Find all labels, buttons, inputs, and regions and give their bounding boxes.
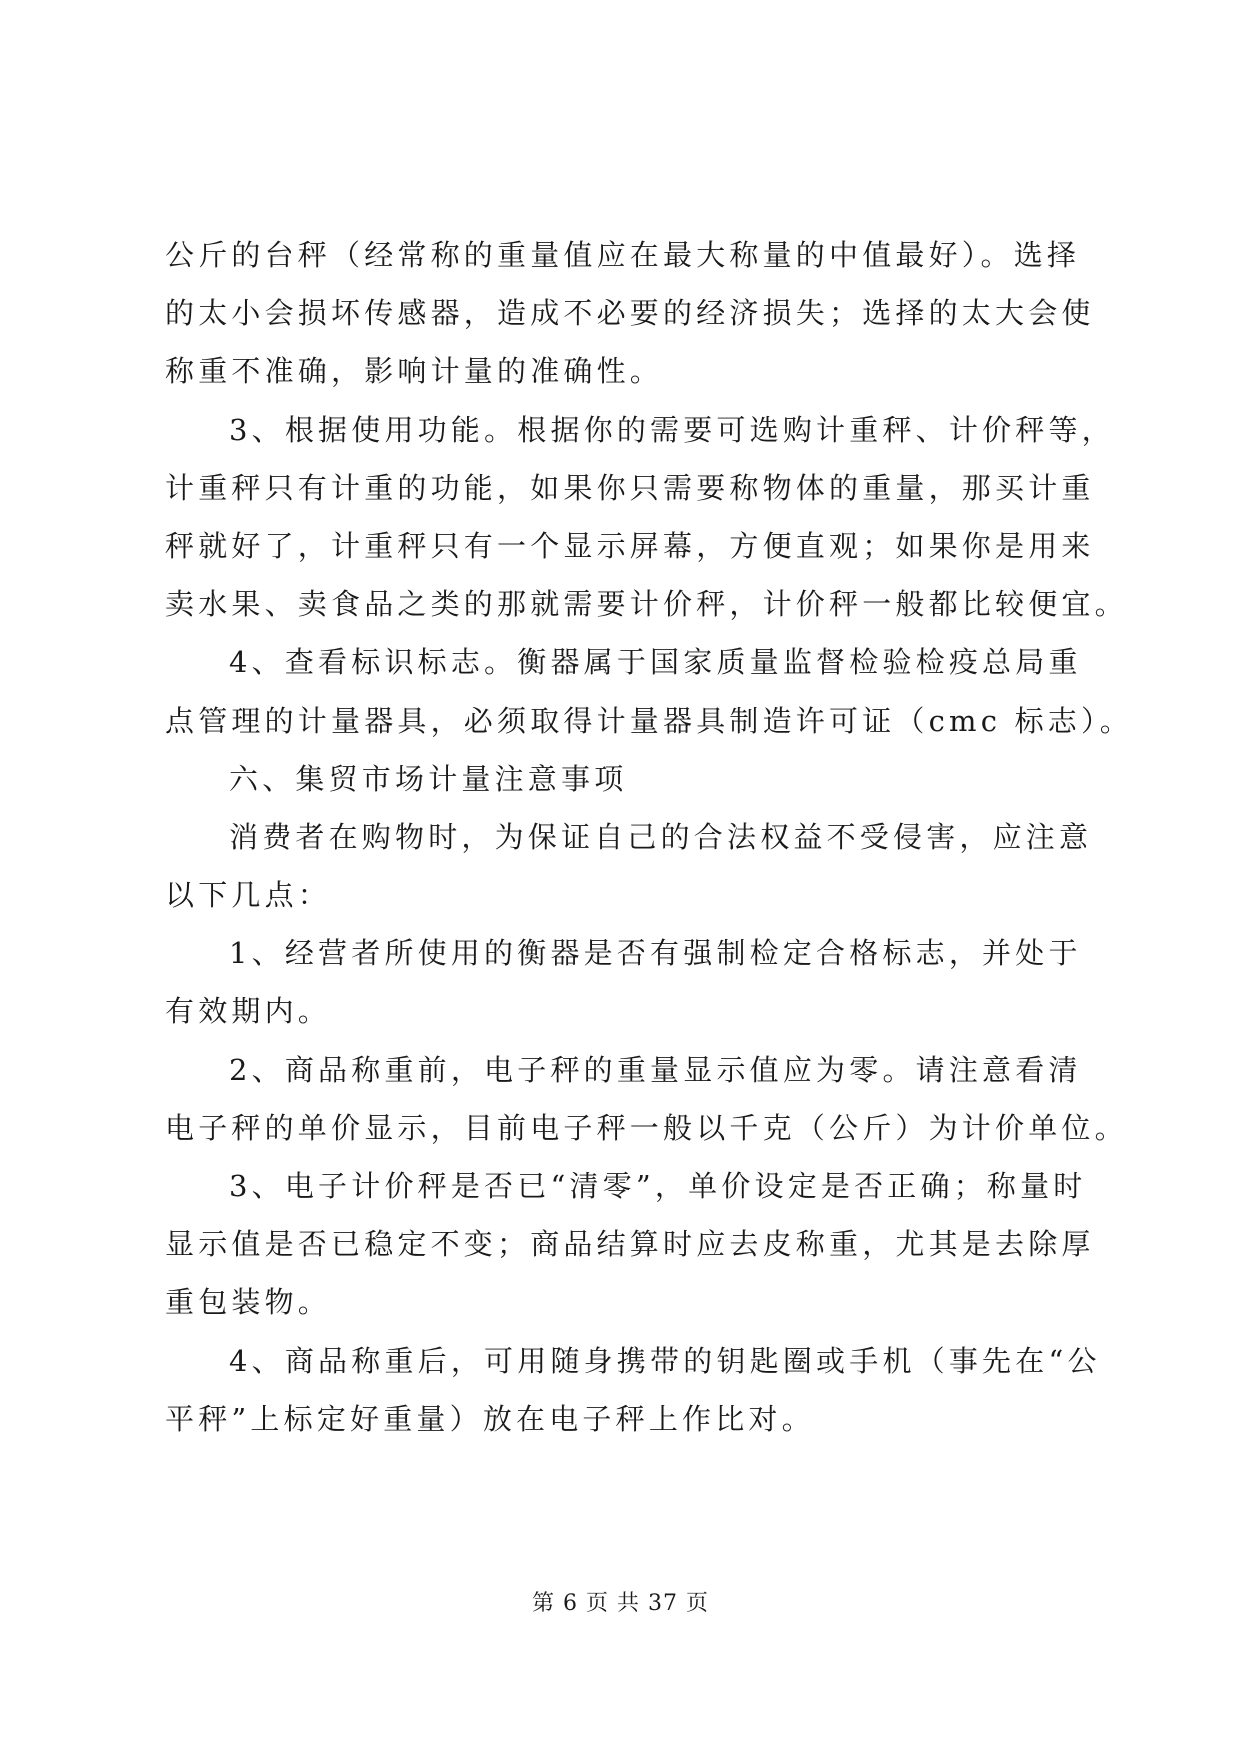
- text-line: 卖水果、卖食品之类的那就需要计价秤，计价秤一般都比较便宜。: [165, 587, 1128, 622]
- page-footer: [0, 1586, 1241, 1617]
- page-number-label: 第 6 页 共 37 页: [532, 1591, 709, 1616]
- text-line: 计重秤只有计重的功能，如果你只需要称物体的重量，那买计重: [165, 470, 1095, 505]
- text-line: 2、商品称重前，电子秤的重量显示值应为零。请注意看清: [229, 1052, 1082, 1087]
- text-line: 的太小会损坏传感器，造成不必要的经济损失；选择的太大会使: [165, 296, 1095, 331]
- text-line: 3、电子计价秤是否已“清零”，单价设定是否正确；称量时: [229, 1169, 1087, 1203]
- text-line: 重包装物。: [165, 1285, 332, 1320]
- text-line: 4、查看标识标志。衡器属于国家质量监督检验检疫总局重: [229, 645, 1082, 680]
- text-line: 3、根据使用功能。根据你的需要可选购计重秤、计价秤等，: [229, 412, 1115, 447]
- text-line: 1、经营者所使用的衡器是否有强制检定合格标志，并处于: [229, 936, 1082, 971]
- text-line: 称重不准确，影响计量的准确性。: [165, 354, 664, 389]
- paragraph-lines: [165, 226, 1133, 1448]
- text-line: 秤就好了，计重秤只有一个显示屏幕，方便直观；如果你是用来: [165, 528, 1095, 563]
- text-line: 有效期内。: [165, 994, 332, 1029]
- text-line: 4、商品称重后，可用随身携带的钥匙圈或手机（事先在“公: [229, 1343, 1101, 1378]
- text-line: 公斤的台秤（经常称的重量值应在最大称量的中值最好）。选择: [165, 238, 1081, 272]
- document-body: [165, 226, 1133, 1448]
- text-line: 平秤”上标定好重量）放在电子秤上作比对。: [165, 1401, 815, 1436]
- text-line: 点管理的计量器具，必须取得计量器具制造许可证（cmc 标志）。: [165, 703, 1133, 738]
- text-line: 以下几点：: [165, 878, 332, 913]
- text-line: 消费者在购物时，为保证自己的合法权益不受侵害，应注意: [229, 819, 1093, 854]
- text-line: 显示值是否已稳定不变；商品结算时应去皮称重，尤其是去除厚: [165, 1227, 1095, 1262]
- text-line: 电子秤的单价显示，目前电子秤一般以千克（公斤）为计价单位。: [165, 1110, 1128, 1145]
- text-line: 六、集贸市场计量注意事项: [229, 761, 628, 796]
